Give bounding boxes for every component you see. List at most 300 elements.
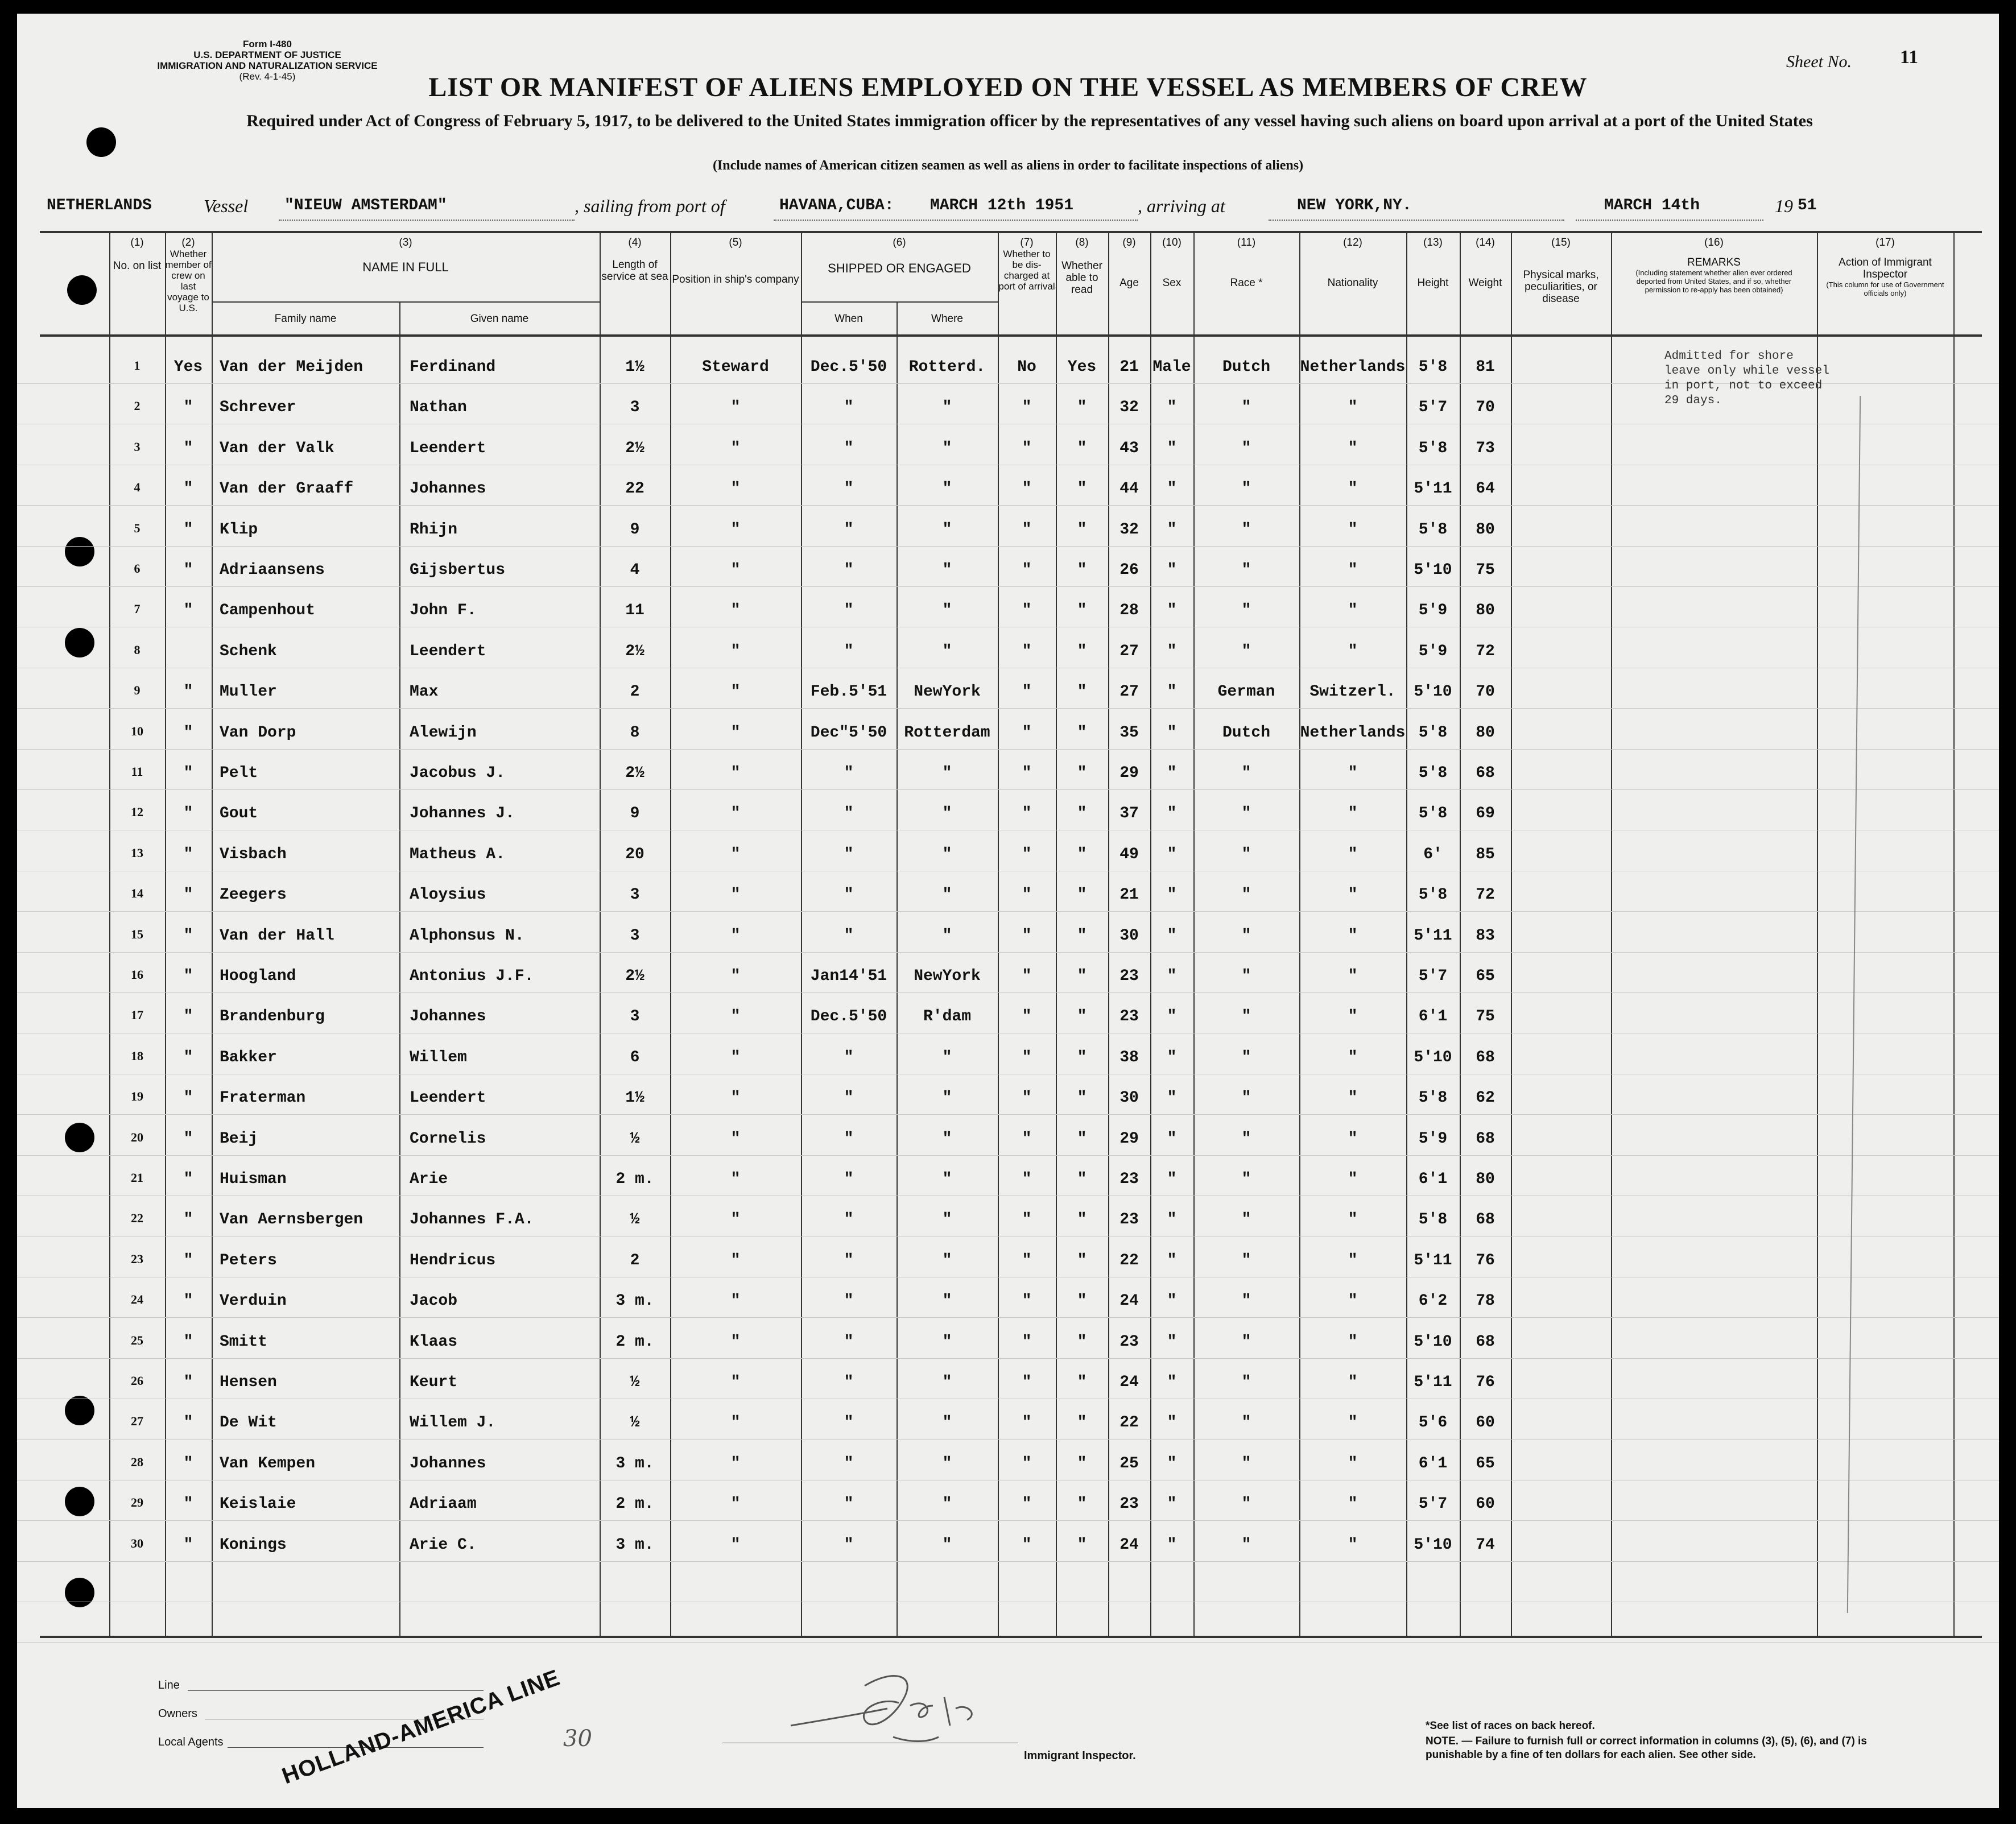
table-row	[17, 638, 1999, 667]
given-name: Nathan	[410, 399, 467, 417]
row-number: 7	[134, 602, 141, 617]
table-row	[17, 1206, 1999, 1235]
nationality: "	[1348, 967, 1358, 985]
row-number: 22	[131, 1211, 143, 1226]
nationality: "	[1348, 1130, 1358, 1148]
nationality: "	[1348, 1495, 1358, 1513]
service-length: 20	[625, 845, 645, 863]
table-row	[17, 760, 1999, 788]
service-length: 3 m.	[615, 1292, 654, 1310]
crew-member-last-voyage: "	[183, 845, 193, 863]
row-number: 11	[131, 764, 143, 779]
col-17-header: (17) Action of Immigrant Inspector (This column for use of Government officials only)	[1826, 237, 1944, 297]
owners-label: Owners	[158, 1707, 197, 1720]
age: 30	[1119, 1089, 1139, 1107]
position: "	[730, 1048, 741, 1066]
able-to-read: "	[1077, 1251, 1087, 1269]
shipped-where: "	[942, 1536, 952, 1554]
ruled-line	[17, 1439, 1999, 1440]
given-name: Johannes F.A.	[410, 1211, 534, 1229]
discharged: "	[1022, 723, 1032, 742]
table-row	[17, 1247, 1999, 1276]
position: "	[730, 602, 741, 620]
service-length: 9	[630, 805, 640, 823]
able-to-read: "	[1077, 480, 1087, 498]
height: 5'10	[1414, 1333, 1452, 1351]
nationality: Netherlands	[1300, 723, 1406, 742]
shipped-where: NewYork	[914, 967, 981, 985]
row-number: 9	[134, 683, 141, 698]
table-row	[17, 923, 1999, 951]
shipped-where: "	[942, 480, 952, 498]
weight: 62	[1476, 1089, 1495, 1107]
race: German	[1217, 683, 1275, 701]
shipped-when: "	[844, 805, 854, 823]
nationality: "	[1348, 561, 1358, 579]
table-row	[17, 719, 1999, 748]
shipped-where: Rotterdam	[904, 723, 990, 742]
crew-member-last-voyage: "	[183, 1251, 193, 1269]
race: "	[1241, 1211, 1251, 1229]
race: "	[1241, 602, 1251, 620]
sex: "	[1167, 1292, 1177, 1310]
sex: "	[1167, 399, 1177, 417]
row-number: 1	[134, 358, 141, 373]
weight: 75	[1476, 1008, 1495, 1026]
ruled-line	[17, 1114, 1999, 1115]
race: "	[1241, 439, 1251, 457]
position: "	[730, 967, 741, 985]
age: 23	[1119, 1008, 1139, 1026]
able-to-read: "	[1077, 1536, 1087, 1554]
shipped-where: "	[942, 1211, 952, 1229]
discharged: "	[1022, 1454, 1032, 1473]
sex: "	[1167, 683, 1177, 701]
sex: "	[1167, 439, 1177, 457]
sex: "	[1167, 723, 1177, 742]
discharged: "	[1022, 480, 1032, 498]
age: 22	[1119, 1251, 1139, 1269]
able-to-read: "	[1077, 927, 1087, 945]
shipped-where: "	[942, 1495, 952, 1513]
inspector-signature	[779, 1652, 1018, 1754]
ruled-line	[17, 586, 1999, 587]
position: "	[730, 845, 741, 863]
position: "	[730, 1251, 741, 1269]
table-row	[17, 1450, 1999, 1479]
family-name: Konings	[220, 1536, 287, 1554]
race: "	[1241, 1536, 1251, 1554]
discharged: "	[1022, 1251, 1032, 1269]
row-number: 3	[134, 439, 141, 454]
given-name: Keurt	[410, 1374, 458, 1391]
form-service: IMMIGRATION AND NATURALIZATION SERVICE	[157, 60, 378, 71]
able-to-read: "	[1077, 1454, 1087, 1473]
table-row	[17, 1003, 1999, 1032]
service-length: 1½	[625, 1089, 645, 1107]
service-length: ½	[630, 1211, 640, 1229]
shipped-where: "	[942, 1130, 952, 1148]
table-row	[17, 1409, 1999, 1438]
shipped-where: Rotterd.	[908, 358, 986, 376]
ruled-line	[17, 1642, 1999, 1643]
race: "	[1241, 1454, 1251, 1473]
service-length: 9	[630, 520, 640, 539]
shipped-when: "	[844, 520, 854, 539]
position: "	[730, 642, 741, 660]
family-name-header: Family name	[274, 313, 337, 325]
row-number: 13	[131, 845, 143, 860]
weight: 60	[1476, 1414, 1495, 1432]
position: "	[730, 480, 741, 498]
penalty-note: NOTE. — Failure to furnish full or correct information in columns (3), (5), (6), and (7) is punishable by a fine of ten dollars for each alien. See other side.	[1426, 1735, 1867, 1761]
shipped-where: "	[942, 1454, 952, 1473]
shipped-where: "	[942, 886, 952, 904]
weight: 70	[1476, 399, 1495, 417]
race: "	[1241, 399, 1251, 417]
form-revision: (Rev. 4-1-45)	[239, 71, 296, 82]
col-13-header: (13) Height	[1417, 237, 1449, 289]
service-length: 2½	[625, 642, 645, 660]
height: 5'8	[1418, 764, 1448, 782]
nationality: "	[1348, 520, 1358, 539]
crew-member-last-voyage: "	[183, 561, 193, 579]
discharged: "	[1022, 642, 1032, 660]
height: 5'8	[1418, 1211, 1448, 1229]
service-length: 4	[630, 561, 640, 579]
weight: 81	[1476, 358, 1495, 376]
shipped-when: "	[844, 602, 854, 620]
discharged: "	[1022, 764, 1032, 782]
nationality: "	[1348, 1089, 1358, 1107]
able-to-read: "	[1077, 602, 1087, 620]
row-number: 19	[131, 1089, 143, 1104]
height: 5'7	[1418, 399, 1448, 417]
nationality: "	[1348, 1536, 1358, 1554]
height: 5'8	[1418, 1089, 1448, 1107]
race: "	[1241, 1251, 1251, 1269]
family-name: Fraterman	[220, 1089, 306, 1107]
given-name: Johannes	[410, 480, 486, 498]
height: 6'1	[1418, 1454, 1448, 1473]
sex: "	[1167, 845, 1177, 863]
age: 23	[1119, 1333, 1139, 1351]
family-name: Van der Hall	[220, 927, 334, 945]
discharged: "	[1022, 1536, 1032, 1554]
col-7-header: (7) Whether to be dis-charged at port of arrival	[998, 237, 1055, 292]
given-name: Arie C.	[410, 1536, 477, 1554]
shipped-where: "	[942, 1333, 952, 1351]
crew-member-last-voyage: "	[183, 1211, 193, 1229]
col-2-header: (2) Whether member of crew on last voyage to U.S.	[165, 237, 212, 313]
table-row	[17, 963, 1999, 991]
family-name: Klip	[220, 520, 258, 539]
departure-date: MARCH 12th 1951	[930, 197, 1074, 214]
shipped-where: "	[942, 602, 952, 620]
weight: 73	[1476, 439, 1495, 457]
able-to-read: "	[1077, 1008, 1087, 1026]
sex: "	[1167, 1333, 1177, 1351]
age: 21	[1119, 358, 1139, 376]
able-to-read: "	[1077, 1414, 1087, 1432]
service-length: 3	[630, 886, 640, 904]
weight: 68	[1476, 764, 1495, 782]
discharged: "	[1022, 1374, 1032, 1391]
shipped-when: "	[844, 1130, 854, 1148]
family-name: Hensen	[220, 1374, 277, 1391]
weight: 72	[1476, 886, 1495, 904]
age: 29	[1119, 1130, 1139, 1148]
race: "	[1241, 1048, 1251, 1066]
punch-hole	[86, 127, 116, 157]
age: 32	[1119, 399, 1139, 417]
service-length: 22	[625, 480, 645, 498]
sex: "	[1167, 927, 1177, 945]
height: 5'8	[1418, 886, 1448, 904]
nationality: "	[1348, 764, 1358, 782]
arrival-date: MARCH 14th	[1604, 197, 1700, 214]
crew-member-last-voyage: "	[183, 967, 193, 985]
sex: "	[1167, 1536, 1177, 1554]
row-number: 21	[131, 1170, 143, 1185]
sex: "	[1167, 1211, 1177, 1229]
able-to-read: "	[1077, 1048, 1087, 1066]
age: 27	[1119, 642, 1139, 660]
service-length: 3	[630, 927, 640, 945]
shipped-when: "	[844, 845, 854, 863]
given-name: Willem J.	[410, 1414, 496, 1432]
crew-member-last-voyage: "	[183, 1374, 193, 1391]
able-to-read: "	[1077, 561, 1087, 579]
shipped-where: "	[942, 1414, 952, 1432]
discharged: "	[1022, 1170, 1032, 1188]
age: 38	[1119, 1048, 1139, 1066]
height: 5'10	[1414, 683, 1452, 701]
age: 29	[1119, 764, 1139, 782]
able-to-read: "	[1077, 1130, 1087, 1148]
weight: 75	[1476, 561, 1495, 579]
sex: Male	[1152, 358, 1191, 376]
discharged: "	[1022, 845, 1032, 863]
ruled-line	[17, 546, 1999, 547]
position: "	[730, 764, 741, 782]
given-name: Jacob	[410, 1292, 458, 1310]
height: 5'8	[1418, 358, 1448, 376]
col-8-header: (8) Whether able to read	[1061, 237, 1102, 296]
family-name: Beij	[220, 1130, 258, 1148]
crew-member-last-voyage: "	[183, 602, 193, 620]
shipped-where: "	[942, 399, 952, 417]
nationality: "	[1348, 1008, 1358, 1026]
race: "	[1241, 1333, 1251, 1351]
age: 21	[1119, 886, 1139, 904]
discharged: "	[1022, 967, 1032, 985]
position: "	[730, 927, 741, 945]
height: 5'6	[1418, 1414, 1448, 1432]
table-row	[17, 1166, 1999, 1194]
crew-member-last-voyage: "	[183, 805, 193, 823]
line-label: Line	[158, 1679, 180, 1691]
row-number: 20	[131, 1130, 143, 1144]
crew-member-last-voyage: "	[183, 1495, 193, 1513]
given-name: Johannes	[410, 1008, 486, 1026]
service-length: 2	[630, 1251, 640, 1269]
sex: "	[1167, 480, 1177, 498]
given-name: Hendricus	[410, 1251, 496, 1269]
sex: "	[1167, 1130, 1177, 1148]
shipped-where: "	[942, 561, 952, 579]
height: 5'11	[1414, 927, 1452, 945]
age: 44	[1119, 480, 1139, 498]
shipped-where: "	[942, 439, 952, 457]
shipped-where: "	[942, 764, 952, 782]
given-name: Max	[410, 683, 439, 701]
age: 26	[1119, 561, 1139, 579]
position: "	[730, 1292, 741, 1310]
given-name: Klaas	[410, 1333, 458, 1351]
arriving-label: , arriving at	[1138, 196, 1225, 216]
shipped-where: "	[942, 805, 952, 823]
discharged: "	[1022, 805, 1032, 823]
position: "	[730, 1536, 741, 1554]
row-number: 28	[131, 1454, 143, 1469]
height: 5'8	[1418, 723, 1448, 742]
page-title: LIST OR MANIFEST OF ALIENS EMPLOYED ON THE VESSEL AS MEMBERS OF CREW	[428, 72, 1588, 102]
sex: "	[1167, 886, 1177, 904]
age: 24	[1119, 1292, 1139, 1310]
able-to-read: "	[1077, 683, 1087, 701]
punch-hole	[65, 1578, 94, 1607]
arrival-port: NEW YORK,NY.	[1297, 197, 1412, 214]
age: 30	[1119, 927, 1139, 945]
table-row	[17, 800, 1999, 829]
height: 5'9	[1418, 642, 1448, 660]
sex: "	[1167, 1454, 1177, 1473]
nationality: "	[1348, 886, 1358, 904]
family-name: Gout	[220, 805, 258, 823]
age: 32	[1119, 520, 1139, 539]
position: "	[730, 683, 741, 701]
age: 23	[1119, 1495, 1139, 1513]
weight: 68	[1476, 1333, 1495, 1351]
weight: 83	[1476, 927, 1495, 945]
inspector-label: Immigrant Inspector.	[1024, 1749, 1136, 1762]
row-number: 26	[131, 1374, 143, 1388]
ruled-line	[17, 1561, 1999, 1562]
service-length: ½	[630, 1130, 640, 1148]
nationality: "	[1348, 399, 1358, 417]
race: "	[1241, 927, 1251, 945]
row-number: 24	[131, 1292, 143, 1307]
shipped-when: "	[844, 439, 854, 457]
row-number: 23	[131, 1251, 143, 1266]
nationality: "	[1348, 1251, 1358, 1269]
height: 5'10	[1414, 1536, 1452, 1554]
given-name: Johannes	[410, 1454, 486, 1473]
height: 6'1	[1418, 1170, 1448, 1188]
crew-member-last-voyage: "	[183, 439, 193, 457]
given-name: Alphonsus N.	[410, 927, 524, 945]
col-4-header: (4) Length of service at sea	[601, 237, 668, 283]
able-to-read: "	[1077, 1170, 1087, 1188]
weight: 76	[1476, 1251, 1495, 1269]
able-to-read: "	[1077, 1374, 1087, 1391]
race: "	[1241, 561, 1251, 579]
shipped-when: "	[844, 642, 854, 660]
family-name: Van der Graaff	[220, 480, 354, 498]
family-name: Smitt	[220, 1333, 268, 1351]
shipped-where: R'dam	[923, 1008, 971, 1026]
row-number: 17	[131, 1008, 143, 1023]
weight: 76	[1476, 1374, 1495, 1391]
shipped-when: "	[844, 1089, 854, 1107]
sex: "	[1167, 520, 1177, 539]
weight: 74	[1476, 1536, 1495, 1554]
table-row	[17, 557, 1999, 585]
position: "	[730, 1170, 741, 1188]
position: "	[730, 1008, 741, 1026]
shipped-when: Dec"5'50	[810, 723, 887, 742]
family-name: Keislaie	[220, 1495, 296, 1513]
row-number: 29	[131, 1495, 143, 1510]
age: 23	[1119, 1211, 1139, 1229]
shipped-where: "	[942, 1089, 952, 1107]
service-length: 11	[625, 602, 645, 620]
position: "	[730, 561, 741, 579]
col-6-header: (6) SHIPPED OR ENGAGED	[828, 237, 971, 275]
service-length: 3 m.	[615, 1536, 654, 1554]
age: 37	[1119, 805, 1139, 823]
sex: "	[1167, 967, 1177, 985]
table-row	[17, 679, 1999, 707]
shipped-when: "	[844, 399, 854, 417]
discharged: "	[1022, 399, 1032, 417]
height: 5'10	[1414, 561, 1452, 579]
crew-member-last-voyage: "	[183, 1292, 193, 1310]
discharged: "	[1022, 1333, 1032, 1351]
position: "	[730, 1495, 741, 1513]
weight: 68	[1476, 1211, 1495, 1229]
given-name: John F.	[410, 602, 477, 620]
nationality: Switzerl.	[1309, 683, 1396, 701]
position: "	[730, 723, 741, 742]
family-name: Van Dorp	[220, 723, 296, 742]
table-row	[17, 1532, 1999, 1560]
service-length: ½	[630, 1374, 640, 1391]
given-name: Johannes J.	[410, 805, 515, 823]
discharged: "	[1022, 561, 1032, 579]
race: Dutch	[1222, 723, 1270, 742]
discharged: No	[1017, 358, 1036, 376]
table-row	[17, 1126, 1999, 1154]
weight: 80	[1476, 723, 1495, 742]
ruled-line	[17, 789, 1999, 790]
weight: 85	[1476, 845, 1495, 863]
age: 27	[1119, 683, 1139, 701]
shipped-where: "	[942, 927, 952, 945]
service-length: 3	[630, 1008, 640, 1026]
position: "	[730, 1333, 741, 1351]
weight: 65	[1476, 967, 1495, 985]
col-12-header: (12) Nationality	[1327, 237, 1378, 289]
table-row	[17, 475, 1999, 504]
row-number: 8	[134, 642, 141, 657]
weight: 80	[1476, 602, 1495, 620]
shipped-when: "	[844, 1333, 854, 1351]
position: "	[730, 1130, 741, 1148]
discharged: "	[1022, 602, 1032, 620]
shipped-when: "	[844, 1251, 854, 1269]
